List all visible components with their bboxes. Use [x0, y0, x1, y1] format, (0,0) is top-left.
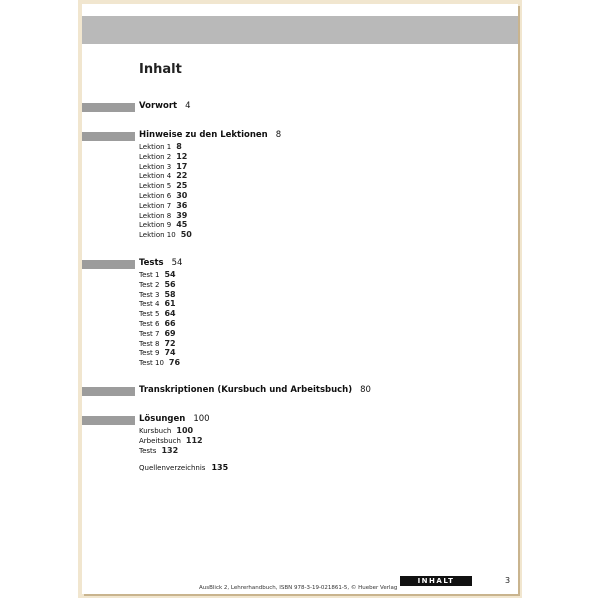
footer-citation: AusBlick 2, Lehrerhandbuch, ISBN 978-3-19-021861-5, © Hueber Verlag — [199, 585, 398, 591]
toc-list — [139, 142, 192, 240]
section-title: Transkriptionen (Kursbuch und Arbeitsbuch) — [139, 385, 353, 395]
toc-entry: Lektion 4 22 — [139, 171, 188, 181]
section-marker-bar — [82, 103, 135, 112]
toc-entry: Lektion 2 12 — [139, 151, 188, 161]
section-marker-bar — [82, 260, 135, 269]
section-page: 4 — [185, 101, 191, 111]
toc-list — [139, 426, 203, 455]
page-number: 3 — [505, 576, 511, 585]
quellen-label: Quellenverzeichnis — [139, 464, 206, 472]
toc-entry: Lektion 7 36 — [139, 200, 188, 210]
toc-entry: Lektion 1 8 — [139, 142, 182, 151]
toc-list — [139, 270, 180, 368]
toc-entry: Test 10 76 — [139, 358, 181, 368]
toc-entry: Test 3 58 — [139, 289, 176, 299]
section-title: Lösungen — [139, 414, 186, 424]
toc-entry: Tests 132 — [139, 445, 179, 455]
toc-entry: Lektion 5 25 — [139, 181, 188, 191]
page-title: Inhalt — [139, 62, 182, 77]
section-heading — [139, 130, 281, 140]
toc-entry: Test 6 66 — [139, 318, 176, 328]
section-heading — [139, 101, 191, 111]
section-page: 80 — [360, 385, 371, 395]
section-title: Tests — [139, 258, 164, 268]
section-heading — [139, 258, 182, 268]
toc-entry: Test 4 61 — [139, 299, 176, 309]
quellen-page: 135 — [211, 463, 229, 472]
toc-entry: Arbeitsbuch 112 — [139, 435, 203, 445]
section-page: 100 — [193, 414, 210, 424]
quellen-entry — [139, 463, 228, 472]
section-page: 54 — [171, 258, 183, 268]
section-page: 8 — [275, 130, 282, 140]
section-title: Vorwort — [139, 101, 178, 111]
section-heading — [139, 414, 210, 424]
footer-section-label: INHALT — [400, 576, 472, 586]
toc-entry: Lektion 3 17 — [139, 161, 188, 171]
toc-entry: Lektion 6 30 — [139, 190, 188, 200]
page-frame — [78, 0, 522, 598]
toc-entry: Lektion 9 45 — [139, 220, 188, 230]
header-band — [82, 16, 518, 44]
toc-entry: Lektion 10 50 — [139, 230, 192, 240]
document-page — [82, 4, 518, 594]
toc-entry: Test 9 74 — [139, 348, 176, 358]
section-title: Hinweise zu den Lektionen — [139, 130, 268, 140]
toc-entry: Test 2 56 — [139, 279, 176, 289]
toc-entry: Test 7 69 — [139, 328, 176, 338]
section-marker-bar — [82, 132, 135, 141]
toc-entry: Kursbuch 100 — [139, 426, 194, 435]
toc-entry: Test 1 54 — [139, 270, 176, 279]
section-marker-bar — [82, 387, 135, 396]
toc-entry: Lektion 8 39 — [139, 210, 188, 220]
toc-entry: Test 8 72 — [139, 338, 176, 348]
toc-entry: Test 5 64 — [139, 309, 176, 319]
section-heading — [139, 385, 371, 395]
section-marker-bar — [82, 416, 135, 425]
